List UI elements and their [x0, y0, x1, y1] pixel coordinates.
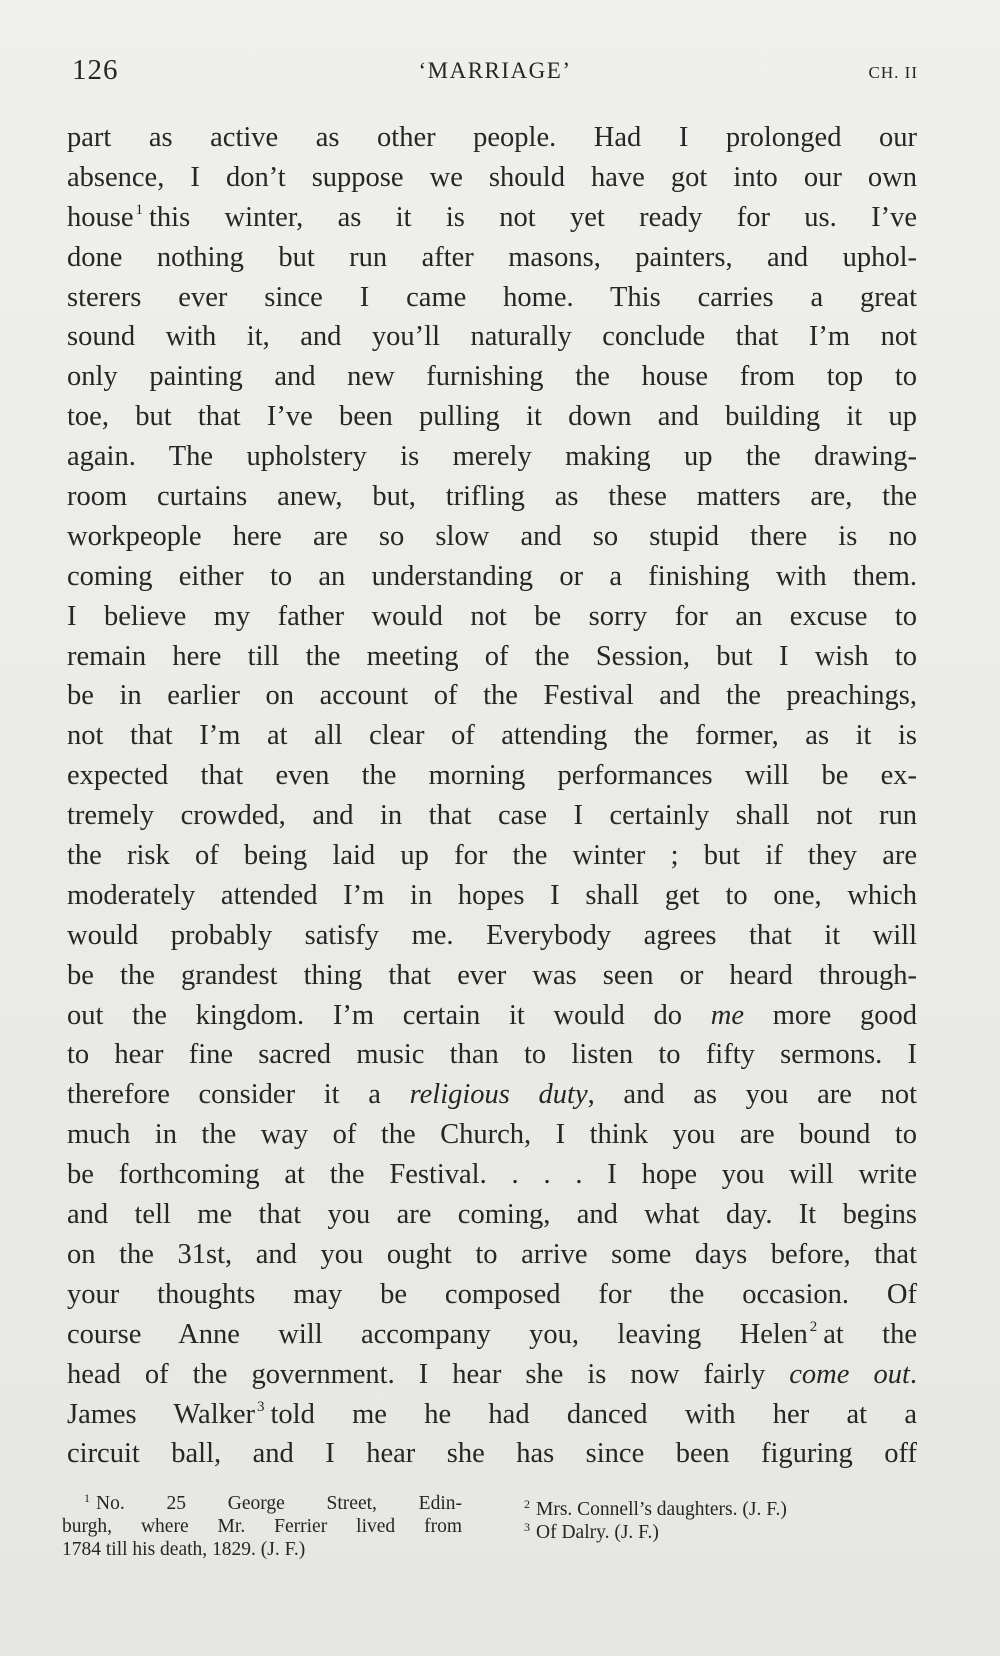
text-segment: to hear fine sacred music than to listen to fifty sermons. I [67, 1039, 917, 1071]
text-segment: done nothing but run after masons, painters, and uphol- [67, 241, 917, 273]
text-line [67, 1275, 917, 1315]
text-line [67, 796, 917, 836]
text-segment: house [67, 201, 134, 233]
text-line [67, 158, 917, 198]
text-line [67, 198, 917, 238]
text-line [67, 996, 917, 1036]
footnote-2 [502, 1498, 922, 1521]
text-segment: toe, but that I’ve been pulling it down and building it up [67, 401, 917, 433]
text-segment: tremely crowded, and in that case I certainly shall not run [67, 800, 917, 832]
text-line [67, 517, 917, 557]
footnote-mark: 1 [84, 1491, 90, 1505]
text-segment: at the [823, 1318, 917, 1350]
italic-text: come out [789, 1358, 910, 1390]
text-segment: sound with it, and you’ll naturally conclude that I’m not [67, 321, 917, 353]
text-segment: workpeople here are so slow and so stupid there is no [67, 520, 917, 552]
text-line [67, 397, 917, 437]
text-line [67, 676, 917, 716]
text-segment: again. The upholstery is merely making up the drawing- [67, 441, 917, 473]
text-line [67, 557, 917, 597]
text-line [67, 238, 917, 278]
text-line [67, 1195, 917, 1235]
chapter-reference: CH. II [868, 63, 918, 82]
text-segment: be in earlier on account of the Festival and the preachings, [67, 680, 917, 712]
footnote-1 [62, 1492, 462, 1561]
text-line [67, 916, 917, 956]
footnote-reference: 1 [135, 201, 143, 218]
text-line [67, 1155, 917, 1195]
text-line [67, 1035, 917, 1075]
text-segment: only painting and new furnishing the house from top to [67, 361, 917, 393]
text-line [67, 357, 917, 397]
text-line [67, 1235, 917, 1275]
text-segment: remain here till the meeting of the Session, but I wish to [67, 640, 917, 672]
text-line [67, 956, 917, 996]
running-head [72, 54, 918, 94]
footnotes [62, 1492, 912, 1582]
page-number: 126 [72, 54, 119, 86]
text-segment: , and as you are not [587, 1079, 917, 1111]
text-line [67, 118, 917, 158]
text-segment: circuit ball, and I hear she has since been figuring off [67, 1438, 917, 1470]
footnote-mark: 3 [524, 1520, 530, 1534]
text-line [67, 1075, 917, 1115]
text-segment: would probably satisfy me. Everybody agrees that it will [67, 919, 917, 951]
footnote-reference: 3 [257, 1398, 265, 1415]
body-text [67, 118, 917, 1474]
text-segment: and tell me that you are coming, and what day. It begins [67, 1199, 917, 1231]
footnote-1-line: 1784 till his death, 1829. (J. F.) [62, 1539, 306, 1560]
footnote-mark: 2 [524, 1497, 530, 1511]
text-line [67, 756, 917, 796]
text-segment: sterers ever since I came home. This carries a great [67, 281, 917, 313]
text-line [67, 876, 917, 916]
text-segment: the risk of being laid up for the winter ; but if they are [67, 840, 917, 872]
footnote-text: No. 25 George Street, Edin- [96, 1493, 462, 1514]
text-segment: be the grandest thing that ever was seen or heard through- [67, 959, 917, 991]
text-line [67, 1434, 917, 1474]
italic-text: me [710, 999, 744, 1031]
text-segment: . [909, 1358, 917, 1390]
footnotes-right-column [502, 1498, 922, 1544]
footnote-3 [502, 1521, 922, 1544]
text-segment: James Walker [67, 1398, 255, 1430]
footnote-1-line: burgh, where Mr. Ferrier lived from [62, 1516, 462, 1537]
text-segment: part as active as other people. Had I prolonged our [67, 122, 917, 153]
text-line [67, 317, 917, 357]
text-line [67, 477, 917, 517]
text-segment: be forthcoming at the Festival. . . . I hope you will write [67, 1159, 917, 1191]
text-segment: on the 31st, and you ought to arrive some days before, that [67, 1238, 917, 1270]
italic-text: religious duty [409, 1079, 588, 1111]
text-segment: I believe my father would not be sorry for an excuse to [67, 600, 917, 632]
text-segment: course Anne will accompany you, leaving Helen [67, 1318, 808, 1350]
text-line [67, 1315, 917, 1355]
footnote-text: Of Dalry. (J. F.) [536, 1522, 659, 1543]
text-line [67, 597, 917, 637]
text-segment: moderately attended I’m in hopes I shall get to one, which [67, 879, 917, 911]
text-segment: expected that even the morning performances will be ex- [67, 760, 917, 792]
text-segment: absence, I don’t suppose we should have got into our own [67, 161, 917, 193]
text-segment: this winter, as it is not yet ready for us. I’ve [149, 201, 917, 233]
footnote-reference: 2 [809, 1318, 818, 1335]
text-line [67, 637, 917, 677]
text-segment: therefore consider it a [67, 1079, 410, 1111]
text-line [67, 437, 917, 477]
text-segment: out the kingdom. I’m certain it would do [67, 999, 711, 1031]
text-segment: your thoughts may be composed for the occasion. Of [67, 1278, 917, 1310]
text-segment: much in the way of the Church, I think you are bound to [67, 1119, 917, 1151]
running-title: ‘MARRIAGE’ [418, 58, 572, 83]
text-line [67, 1395, 917, 1435]
text-segment: coming either to an understanding or a finishing with them. [67, 560, 917, 592]
text-line [67, 278, 917, 318]
text-line [67, 836, 917, 876]
text-segment: not that I’m at all clear of attending the former, as it is [67, 720, 917, 752]
text-segment: head of the government. I hear she is now fairly [67, 1358, 790, 1390]
text-line [67, 1355, 917, 1395]
text-segment: room curtains anew, but, trifling as these matters are, the [67, 481, 917, 513]
footnote-1-line [62, 1492, 462, 1515]
text-segment: told me he had danced with her at a [270, 1398, 917, 1430]
text-segment: more good [743, 999, 917, 1031]
text-line [67, 1115, 917, 1155]
footnote-text: Mrs. Connell’s daughters. (J. F.) [536, 1499, 787, 1520]
text-line [67, 716, 917, 756]
